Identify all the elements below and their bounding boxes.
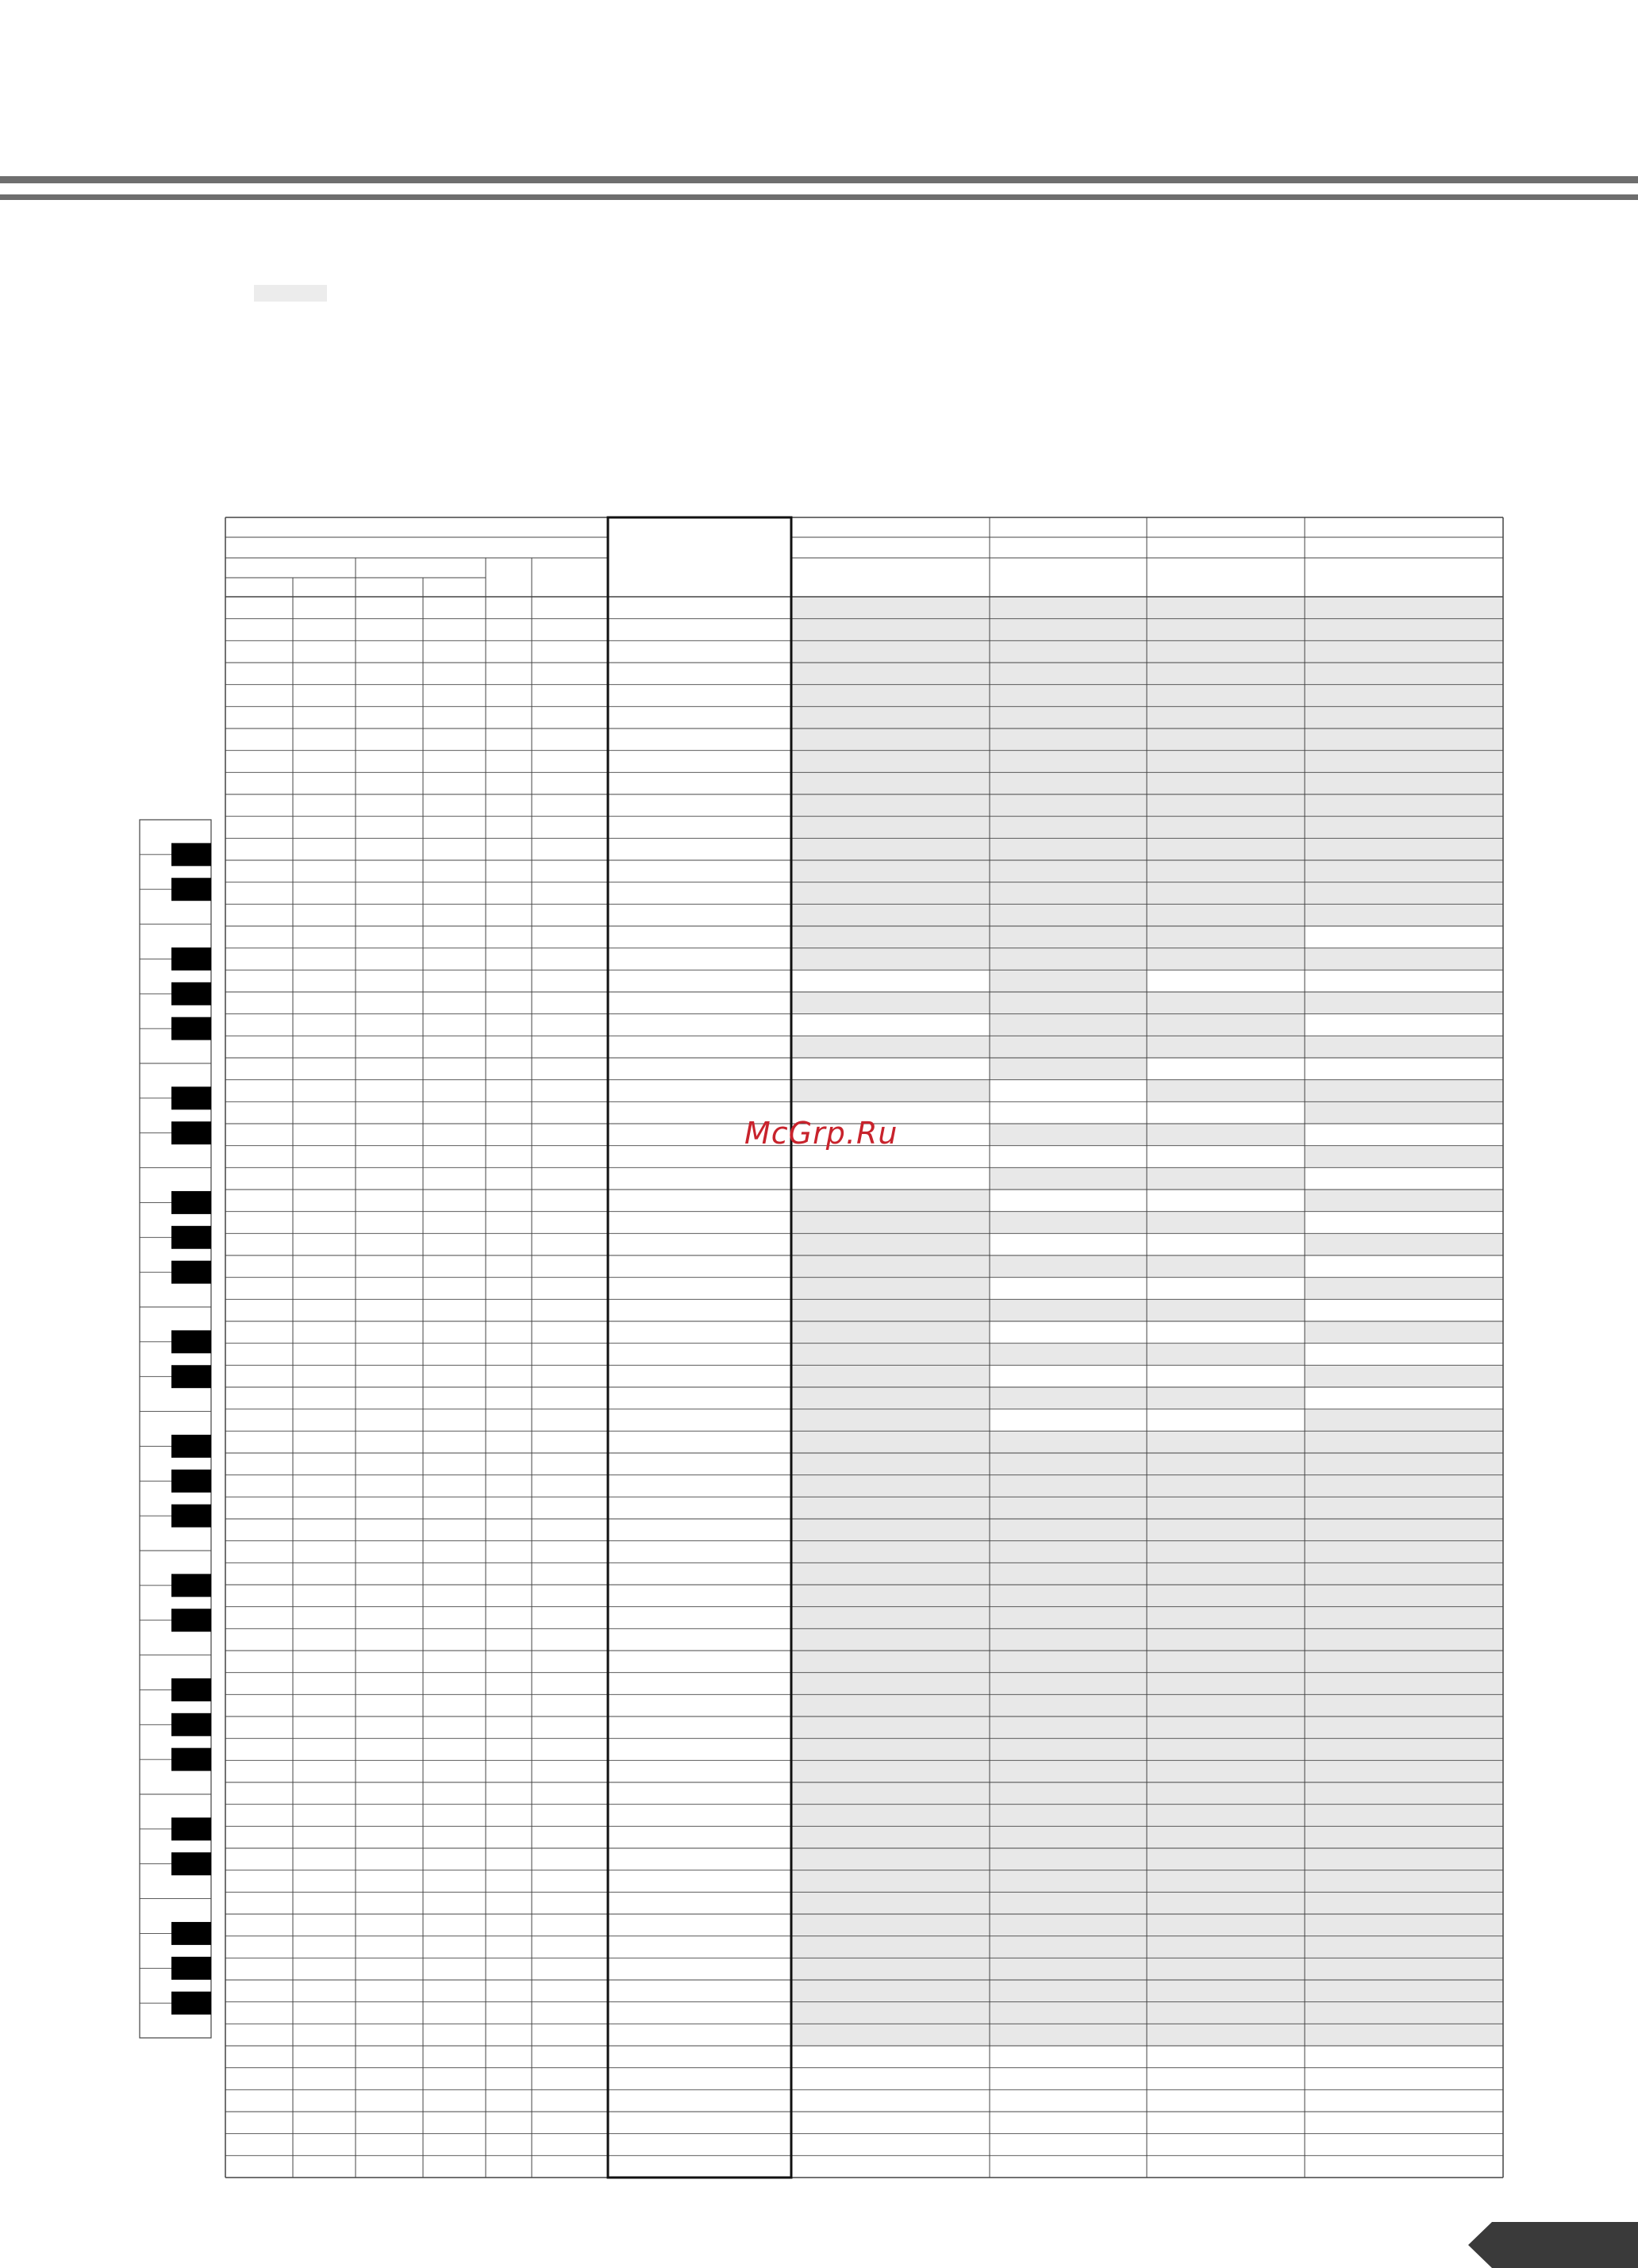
shaded-cell: [990, 1519, 1147, 1541]
shaded-cell: [990, 1563, 1147, 1585]
shaded-cell: [1147, 1936, 1305, 1959]
shaded-cell: [1305, 1431, 1503, 1453]
shaded-cell: [990, 817, 1147, 839]
shaded-cell: [1147, 2002, 1305, 2024]
shaded-cell: [1147, 860, 1305, 882]
shaded-cell: [1305, 1365, 1503, 1387]
shaded-cell: [791, 1870, 990, 1893]
piano-keyboard-icon: [140, 820, 211, 2038]
shaded-cell: [791, 1453, 990, 1475]
shaded-cell: [791, 838, 990, 860]
shaded-cell: [990, 970, 1147, 992]
shaded-cell: [1147, 1958, 1305, 1980]
shaded-cell: [1147, 1344, 1305, 1366]
shaded-cell: [990, 1760, 1147, 1782]
shaded-cell: [1305, 1585, 1503, 1607]
shaded-cell: [1147, 1914, 1305, 1936]
shaded-cell: [1305, 640, 1503, 663]
shaded-cell: [791, 1036, 990, 1058]
shaded-cell: [990, 1914, 1147, 1936]
shaded-cell: [990, 1585, 1147, 1607]
shaded-cell: [1305, 772, 1503, 794]
shaded-cell: [1305, 1980, 1503, 2002]
black-key: [171, 1365, 211, 1388]
shaded-cell: [791, 1519, 990, 1541]
shaded-cell: [1147, 1848, 1305, 1870]
shaded-cell: [791, 1299, 990, 1321]
black-key: [171, 1922, 211, 1945]
shaded-cell: [1147, 1255, 1305, 1278]
shaded-cell: [1305, 1805, 1503, 1827]
shaded-cell: [1305, 992, 1503, 1014]
shaded-cell: [1305, 794, 1503, 817]
shaded-cell: [990, 1344, 1147, 1366]
shaded-cell: [990, 1036, 1147, 1058]
shaded-cell: [1305, 1497, 1503, 1519]
shaded-cell: [1147, 1014, 1305, 1036]
shaded-cell: [791, 619, 990, 641]
shaded-cell: [1147, 640, 1305, 663]
shaded-cell: [791, 1980, 990, 2002]
shaded-cell: [990, 838, 1147, 860]
shaded-cell: [1147, 1805, 1305, 1827]
black-key: [171, 1435, 211, 1458]
shaded-cell: [1147, 1212, 1305, 1234]
shaded-cell: [1147, 794, 1305, 817]
shaded-cell: [1305, 1453, 1503, 1475]
shaded-cell: [1305, 597, 1503, 619]
shaded-cell: [1305, 1694, 1503, 1716]
shaded-cell: [791, 1212, 990, 1234]
shaded-cell: [791, 1387, 990, 1409]
shaded-cell: [1147, 838, 1305, 860]
shaded-cell: [990, 772, 1147, 794]
shaded-cell: [990, 685, 1147, 707]
shaded-cell: [990, 794, 1147, 817]
shaded-cell: [791, 948, 990, 971]
shaded-cell: [1147, 663, 1305, 685]
shaded-cell: [990, 1299, 1147, 1321]
shaded-cell: [990, 2002, 1147, 2024]
shaded-cell: [1147, 1980, 1305, 2002]
shaded-cell: [1305, 1673, 1503, 1695]
shaded-cell: [1147, 1519, 1305, 1541]
black-key: [171, 1609, 211, 1632]
shaded-cell: [791, 1651, 990, 1673]
shaded-cell: [1147, 1716, 1305, 1739]
shaded-cell: [990, 1058, 1147, 1080]
shaded-cell: [1305, 1760, 1503, 1782]
shaded-cell: [1305, 1607, 1503, 1629]
shaded-cell: [990, 706, 1147, 728]
shaded-cell: [990, 1607, 1147, 1629]
shaded-cell: [791, 794, 990, 817]
shaded-cell: [990, 1212, 1147, 1234]
shaded-cell: [1147, 904, 1305, 926]
shaded-cell: [791, 1365, 990, 1387]
shaded-cell: [1147, 1585, 1305, 1607]
shaded-cell: [791, 860, 990, 882]
shaded-cell: [1305, 882, 1503, 905]
shaded-cell: [990, 619, 1147, 641]
shaded-cell: [791, 817, 990, 839]
shaded-cell: [791, 1278, 990, 1300]
black-key: [171, 1957, 211, 1980]
shaded-cell: [791, 1805, 990, 1827]
shaded-cell: [990, 1541, 1147, 1563]
shaded-cell: [1305, 1233, 1503, 1255]
shaded-cell: [990, 1980, 1147, 2002]
black-key: [171, 1121, 211, 1144]
shaded-cell: [1147, 1167, 1305, 1190]
shaded-cell: [791, 751, 990, 773]
shaded-cell: [1147, 1870, 1305, 1893]
shaded-cell: [1305, 1826, 1503, 1848]
shaded-cell: [990, 926, 1147, 948]
shaded-cell: [990, 1958, 1147, 1980]
shaded-cell: [1305, 1080, 1503, 1102]
black-key: [171, 1713, 211, 1736]
black-key: [171, 1017, 211, 1040]
shaded-cell: [791, 2024, 990, 2046]
shaded-cell: [1305, 619, 1503, 641]
shaded-cell: [1147, 1826, 1305, 1848]
shaded-cell: [1305, 2024, 1503, 2046]
shaded-cell: [791, 1958, 990, 1980]
shaded-cell: [791, 663, 990, 685]
shaded-cell: [791, 1673, 990, 1695]
shaded-cell: [791, 597, 990, 619]
shaded-cell: [990, 904, 1147, 926]
shaded-cell: [791, 1541, 990, 1563]
shaded-cell: [1147, 685, 1305, 707]
shaded-cell: [1147, 926, 1305, 948]
shaded-cell: [1147, 992, 1305, 1014]
shaded-cell: [1147, 1782, 1305, 1805]
shaded-cell: [1147, 882, 1305, 905]
shaded-cell: [1147, 1760, 1305, 1782]
shaded-cell: [791, 706, 990, 728]
shaded-cell: [1305, 904, 1503, 926]
shaded-cell: [990, 751, 1147, 773]
shaded-cell: [990, 1628, 1147, 1651]
shaded-cell: [1305, 1146, 1503, 1168]
shaded-cell: [791, 1892, 990, 1914]
shaded-cell: [1305, 817, 1503, 839]
shaded-cell: [1305, 1321, 1503, 1344]
shaded-cell: [1147, 1628, 1305, 1651]
shaded-cell: [791, 1190, 990, 1212]
black-key: [171, 1226, 211, 1249]
shaded-cell: [990, 663, 1147, 685]
shaded-cell: [990, 2024, 1147, 2046]
shaded-cell: [990, 1826, 1147, 1848]
shaded-cell: [791, 926, 990, 948]
shaded-cell: [791, 1497, 990, 1519]
shaded-cell: [990, 1848, 1147, 1870]
shaded-cell: [1147, 1651, 1305, 1673]
shaded-cell: [1147, 728, 1305, 751]
black-key: [171, 1678, 211, 1701]
shaded-cell: [791, 1826, 990, 1848]
shaded-cell: [990, 597, 1147, 619]
shaded-cell: [990, 1167, 1147, 1190]
shaded-cell: [1147, 1475, 1305, 1497]
shaded-cell: [791, 1607, 990, 1629]
shaded-cell: [1305, 663, 1503, 685]
shaded-cell: [1147, 1453, 1305, 1475]
black-key: [171, 1330, 211, 1353]
shaded-cell: [791, 1475, 990, 1497]
shaded-cell: [791, 1409, 990, 1432]
shaded-cell: [1305, 1914, 1503, 1936]
black-key: [171, 843, 211, 866]
page-number-tab-icon: [1468, 2222, 1638, 2268]
shaded-cell: [791, 1431, 990, 1453]
shaded-cell: [791, 728, 990, 751]
shaded-cell: [1147, 1036, 1305, 1058]
shaded-cell: [990, 1255, 1147, 1278]
shaded-cell: [990, 1651, 1147, 1673]
shaded-cell: [791, 1739, 990, 1761]
black-key: [171, 1191, 211, 1214]
shaded-cell: [990, 1936, 1147, 1959]
shaded-cell: [990, 860, 1147, 882]
shaded-cell: [791, 1694, 990, 1716]
shaded-cell: [1147, 1124, 1305, 1146]
shaded-cell: [1305, 1036, 1503, 1058]
shaded-cell: [990, 1694, 1147, 1716]
shaded-cell: [1147, 1387, 1305, 1409]
shaded-cell: [791, 685, 990, 707]
black-key: [171, 1574, 211, 1597]
shaded-cell: [1305, 1892, 1503, 1914]
shaded-cell: [990, 1892, 1147, 1914]
shaded-cell: [791, 1782, 990, 1805]
shaded-cell: [1147, 1497, 1305, 1519]
shaded-cell: [791, 882, 990, 905]
shaded-cell: [791, 1716, 990, 1739]
shaded-cell: [990, 1870, 1147, 1893]
shaded-cell: [1147, 948, 1305, 971]
highlight-column-frame: [608, 517, 791, 2178]
black-key: [171, 1261, 211, 1284]
shaded-cell: [1305, 1409, 1503, 1432]
shaded-cell: [1305, 728, 1503, 751]
shaded-cell: [990, 1782, 1147, 1805]
shaded-cell: [990, 1014, 1147, 1036]
black-key: [171, 1748, 211, 1771]
shaded-cell: [791, 992, 990, 1014]
shaded-cell: [791, 1233, 990, 1255]
shaded-cell: [791, 1848, 990, 1870]
shaded-cell: [1147, 619, 1305, 641]
shaded-cell: [1305, 1870, 1503, 1893]
shaded-cell: [1305, 1782, 1503, 1805]
shaded-cell: [791, 2002, 990, 2024]
shaded-cell: [1147, 706, 1305, 728]
shaded-cell: [1305, 2002, 1503, 2024]
shaded-cell: [1305, 685, 1503, 707]
watermark-text: McGrp.Ru: [744, 1116, 898, 1151]
shaded-cell: [990, 1453, 1147, 1475]
shaded-cell: [791, 1585, 990, 1607]
shaded-cell: [791, 1936, 990, 1959]
black-key: [171, 1505, 211, 1528]
black-key: [171, 982, 211, 1005]
shaded-cell: [1147, 751, 1305, 773]
shaded-cell: [1305, 1716, 1503, 1739]
shaded-cell: [791, 1760, 990, 1782]
shaded-cell: [1147, 772, 1305, 794]
shaded-cell: [1305, 1101, 1503, 1124]
shaded-cell: [1305, 1936, 1503, 1959]
shaded-cell: [791, 1321, 990, 1344]
shaded-cell: [1305, 1651, 1503, 1673]
black-key: [171, 878, 211, 901]
shaded-cell: [1305, 751, 1503, 773]
shaded-cell: [791, 1080, 990, 1102]
shaded-cell: [1147, 1739, 1305, 1761]
shaded-cell: [1147, 817, 1305, 839]
shaded-cell: [1305, 860, 1503, 882]
shaded-cell: [791, 772, 990, 794]
shaded-cell: [1147, 2024, 1305, 2046]
shaded-cell: [1147, 1563, 1305, 1585]
shaded-cell: [990, 640, 1147, 663]
shaded-cell: [791, 1255, 990, 1278]
shaded-cell: [1305, 1278, 1503, 1300]
shaded-cell: [990, 1387, 1147, 1409]
shaded-cell: [791, 1914, 990, 1936]
shaded-cell: [990, 992, 1147, 1014]
black-key: [171, 948, 211, 971]
black-key: [171, 1086, 211, 1109]
shaded-cell: [1147, 1080, 1305, 1102]
shaded-cell: [1147, 1431, 1305, 1453]
shaded-cell: [990, 1739, 1147, 1761]
shaded-cell: [990, 1124, 1147, 1146]
black-key: [171, 1852, 211, 1875]
shaded-cell: [1305, 1958, 1503, 1980]
shaded-cell: [1147, 1607, 1305, 1629]
shaded-cell: [990, 1497, 1147, 1519]
shaded-cell: [1305, 1190, 1503, 1212]
shaded-cell: [990, 1673, 1147, 1695]
shaded-cell: [1305, 1519, 1503, 1541]
shaded-cell: [1305, 1475, 1503, 1497]
shaded-cell: [1305, 1628, 1503, 1651]
shaded-cell: [1305, 1541, 1503, 1563]
shaded-cell: [990, 1431, 1147, 1453]
shaded-cell: [990, 882, 1147, 905]
black-key: [171, 1470, 211, 1493]
shaded-cell: [1147, 1673, 1305, 1695]
shaded-cell: [1147, 1299, 1305, 1321]
shaded-cell: [990, 728, 1147, 751]
shaded-cell: [1305, 838, 1503, 860]
shaded-cell: [1305, 1563, 1503, 1585]
black-key: [171, 1817, 211, 1840]
shaded-cell: [1305, 706, 1503, 728]
black-key: [171, 1992, 211, 2015]
shaded-cell: [1147, 1892, 1305, 1914]
shaded-cell: [990, 1475, 1147, 1497]
shaded-cell: [791, 1628, 990, 1651]
shaded-cell: [1305, 1848, 1503, 1870]
shaded-cell: [791, 904, 990, 926]
shaded-cell: [1147, 597, 1305, 619]
shaded-cell: [791, 1344, 990, 1366]
shaded-cell: [1147, 1694, 1305, 1716]
shaded-cell: [990, 948, 1147, 971]
shaded-cell: [791, 1563, 990, 1585]
shaded-cell: [1147, 1541, 1305, 1563]
shaded-cell: [1305, 948, 1503, 971]
shaded-cell: [1305, 1739, 1503, 1761]
shaded-cell: [990, 1805, 1147, 1827]
shaded-cell: [990, 1716, 1147, 1739]
shaded-cell: [791, 640, 990, 663]
